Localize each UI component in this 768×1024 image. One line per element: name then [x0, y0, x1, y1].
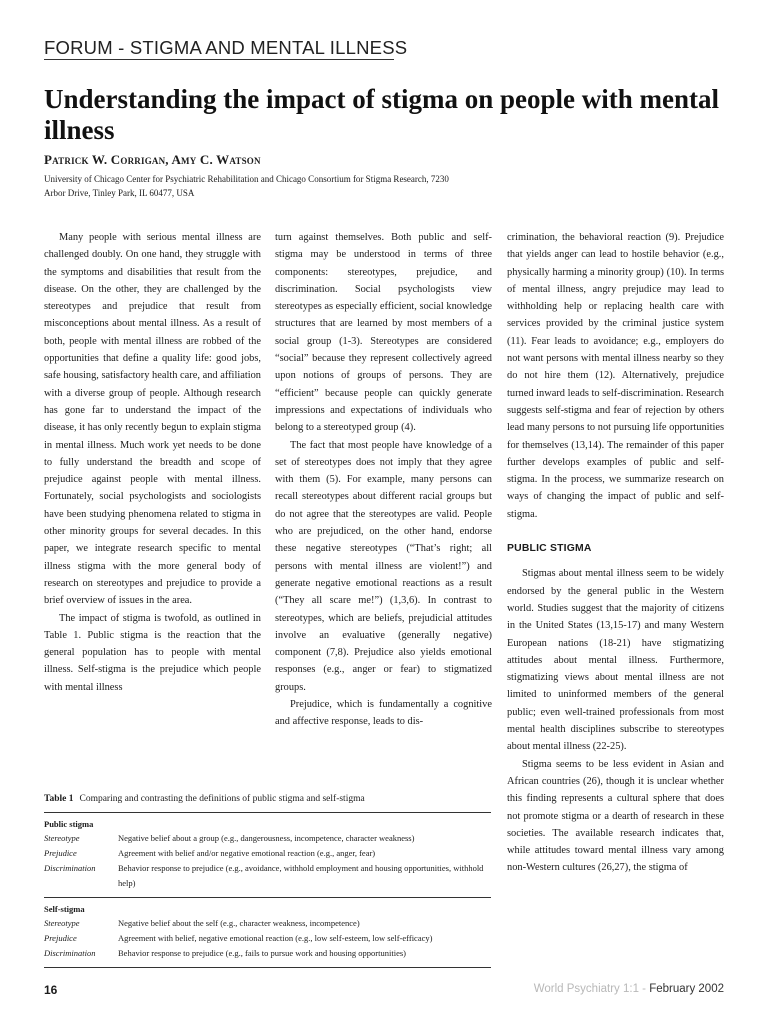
table-definition: Agreement with belief, negative emotional reaction (e.g., low self-esteem, low self-efficacy)	[118, 933, 433, 943]
table-term: Discrimination	[44, 948, 96, 958]
table-definition: Negative belief about a group (e.g., dangerousness, incompetence, character weakness)	[118, 833, 415, 843]
table-term: Prejudice	[44, 848, 77, 858]
body-column-1	[44, 229, 261, 696]
table-group-title: Public stigma	[44, 819, 94, 829]
paragraph: Stigma seems to be less evident in Asian and African countries (26), though it is unclear whether this finding represents a cultural sphere that does not promote stigma or a dearth of research in these societies. The available research indicates that, while attitudes toward mental illness vary among non-Western cultures (26,27), the stigma of	[507, 758, 724, 874]
paragraph: The impact of stigma is twofold, as outlined in Table 1. Public stigma is the reaction that the general population has to people with mental illness. Self-stigma is the prejudice which people with mental illness	[44, 612, 261, 693]
table-row	[44, 946, 491, 961]
definitions-table	[44, 792, 491, 968]
table-group-self-stigma	[44, 898, 491, 967]
paragraph: The fact that most people have knowledge of a set of stereotypes does not imply that they agree with them (5). For example, many persons can recall stereotypes about different racial groups but do not agree that the stereotypes are valid. People who are prejudiced, on the other hand, endorse these negative stereotypes (“That’s right; all persons with mental illness are violent!”) and generate negative emotional reactions as a result (“They all scare me!”) (1,3,6). In contrast to stereotypes, which are beliefs, prejudicial attitudes involve an evaluative (generally negative) component (7,8). Prejudice also yields emotional responses (e.g., anger or fear) to stigmatized groups.	[275, 439, 492, 693]
table-row	[44, 861, 491, 891]
paragraph: Prejudice, which is fundamentally a cognitive and affective response, leads to dis-	[275, 699, 492, 728]
article-title: Understanding the impact of stigma on people with mental illness	[44, 84, 720, 145]
issue-date: February 2002	[649, 983, 724, 995]
journal-name: World Psychiatry 1:1 -	[533, 983, 650, 995]
affiliation: University of Chicago Center for Psychiatric Rehabilitation and Chicago Consortium for Stigma Research, 7230 Arbor Drive, Tinley Park, IL 60477, USA	[44, 174, 449, 198]
table-term: Stereotype	[44, 918, 80, 928]
table-row	[44, 831, 491, 846]
table-row	[44, 846, 491, 861]
forum-header: FORUM - STIGMA AND MENTAL ILLNESS	[44, 37, 408, 58]
table-definition: Agreement with belief and/or negative emotional reaction (e.g., anger, fear)	[118, 848, 376, 858]
table-group-title: Self-stigma	[44, 904, 85, 914]
header-rule	[44, 59, 394, 60]
table-row	[44, 931, 491, 946]
table-term: Stereotype	[44, 833, 80, 843]
page-number: 16	[44, 983, 58, 997]
table-rule	[44, 967, 491, 968]
table-row	[44, 916, 491, 931]
table-term: Discrimination	[44, 863, 96, 873]
table-term: Prejudice	[44, 933, 77, 943]
body-column-3	[507, 229, 724, 877]
paragraph: turn against themselves. Both public and self-stigma may be understood in terms of three components: stereotypes, prejudice, and discrimination. Social psychologists view stereotypes as especially efficient, social knowledge structures that are learned by most members of a social group (1-3). Stereotypes are considered “social” because they represent collectively agreed upon notions of groups of persons. They are “efficient” because people can quickly generate impressions and expectations of individuals who belong to a stereotyped group (4).	[275, 232, 492, 434]
table-caption-text: Comparing and contrasting the definitions of public stigma and self-stigma	[79, 794, 365, 804]
journal-footer	[520, 983, 724, 995]
authors: Patrick W. Corrigan, Amy C. Watson	[44, 152, 261, 167]
table-definition: Behavior response to prejudice (e.g., fails to pursue work and housing opportunities)	[118, 948, 406, 958]
table-group-public-stigma	[44, 813, 491, 897]
section-heading-public-stigma: PUBLIC STIGMA	[507, 543, 592, 555]
table-label: Table 1	[44, 794, 74, 804]
paragraph: Stigmas about mental illness seem to be widely endorsed by the general public in the Western world. Studies suggest that the majority of citizens in the United States (13,15-17) and many Western European nations (18-21) have stigmatizing attitudes about mental illness. Furthermore, stigmatizing views about mental illness are not limited to uninformed members of the general public; even well-trained professionals from most mental health disciplines subscribe to stereotypes about mental illness (22-25).	[507, 568, 724, 753]
table-definition: Negative belief about the self (e.g., character weakness, incompetence)	[118, 918, 360, 928]
table-caption	[44, 792, 491, 806]
table-definition: Behavior response to prejudice (e.g., avoidance, withhold employment and housing opportunities, withhold help)	[118, 863, 484, 888]
paragraph: crimination, the behavioral reaction (9). Prejudice that yields anger can lead to hostile behavior (e.g., physically harming a minority group) (10). In terms of mental illness, angry prejudice may lead to withholding help or replacing health care with services provided by the criminal justice system (11). Fear leads to avoidance; e.g., employers do not want persons with mental illness nearby so they do not hire them (12). Alternatively, prejudice turned inward leads to self-discrimination. Research suggests self-stigma and fear of rejection by others lead many persons to not pursuing life opportunities for themselves (13,14). The remainder of this paper further develops examples of public and self-stigma. In the process, we summarize research on ways of changing the impact of public and self-stigma.	[507, 232, 724, 520]
body-column-2	[275, 229, 492, 731]
paragraph: Many people with serious mental illness are challenged doubly. On one hand, they struggle with the symptoms and disabilities that result from the disease. On the other, they are challenged by the stereotypes and prejudice that result from misconceptions about mental illness. As a result of both, people with mental illness are robbed of the opportunities that define a quality life: good jobs, safe housing, satisfactory health care, and affiliation with a diverse group of people. Although research has gone far to understand the impact of the disease, it has only recently begun to explain stigma in mental illness. Much work yet needs to be done to fully understand the breadth and scope of prejudice against people with mental illness. Fortunately, social psychologists and sociologists have been studying phenomena related to stigma in other minority groups for several decades. In this paper, we integrate research specific to mental illness stigma with the more general body of research on stereotypes and prejudice to provide a brief overview of issues in the area.	[44, 232, 261, 607]
